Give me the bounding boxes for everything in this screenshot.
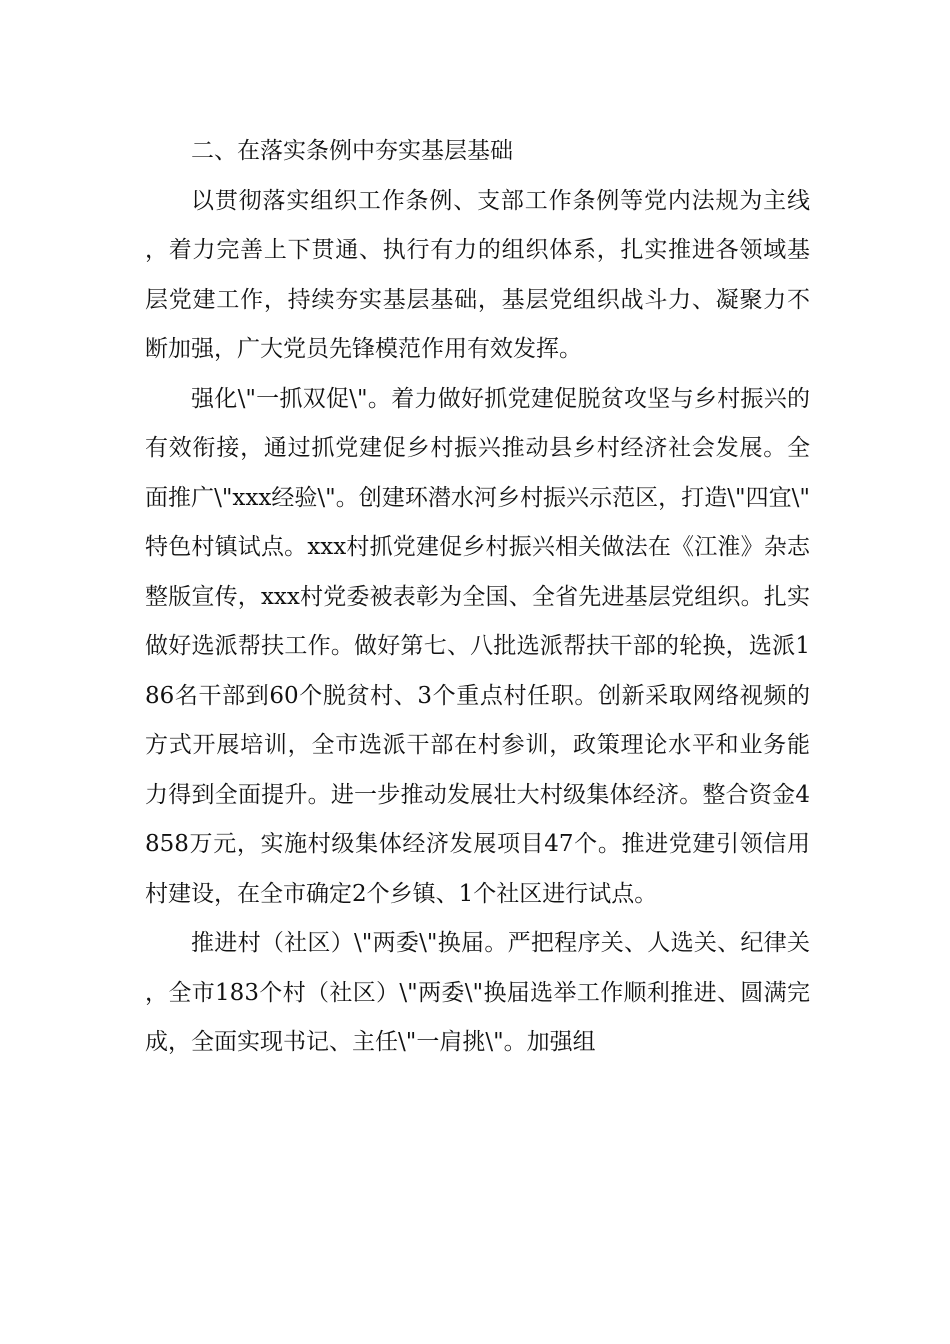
paragraph-intro: 以贯彻落实组织工作条例、支部工作条例等党内法规为主线，着力完善上下贯通、执行有力的组织体系，扎实推进各领域基层党建工作，持续夯实基层基础，基层党组织战斗力、凝聚力不断加强，广大党员先锋模范作用有效发挥。 xyxy=(145,187,810,362)
document-page xyxy=(145,127,810,1068)
paragraph-rural-revitalization: 强化\"一抓双促\"。着力做好抓党建促脱贫攻坚与乡村振兴的有效衔接，通过抓党建促乡村振兴推动县乡村经济社会发展。全面推广\"xxx经验\"。创建环潜水河乡村振兴示范区，打造\"四宜\"特色村镇试点。xxx村抓党建促乡村振兴相关做法在《江淮》杂志整版宣传，xxx村党委被表彰为全国、全省先进基层党组织。扎实做好选派帮扶工作。做好第七、八批选派帮扶干部的轮换，选派186名干部到60个脱贫村、3个重点村任职。创新采取网络视频的方式开展培训，全市选派干部在村参训，政策理论水平和业务能力得到全面提升。进一步推动发展壮大村级集体经济。整合资金4858万元，实施村级集体经济发展项目47个。推进党建引领信用村建设，在全市确定2个乡镇、1个社区进行试点。 xyxy=(145,385,810,907)
paragraph-election: 推进村（社区）\"两委\"换届。严把程序关、人选关、纪律关，全市183个村（社区）\"两委\"换届选举工作顺利推进、圆满完成，全面实现书记、主任\"一肩挑\"。加强组 xyxy=(145,930,810,1055)
section-heading: 二、在落实条例中夯实基层基础 xyxy=(191,138,513,164)
